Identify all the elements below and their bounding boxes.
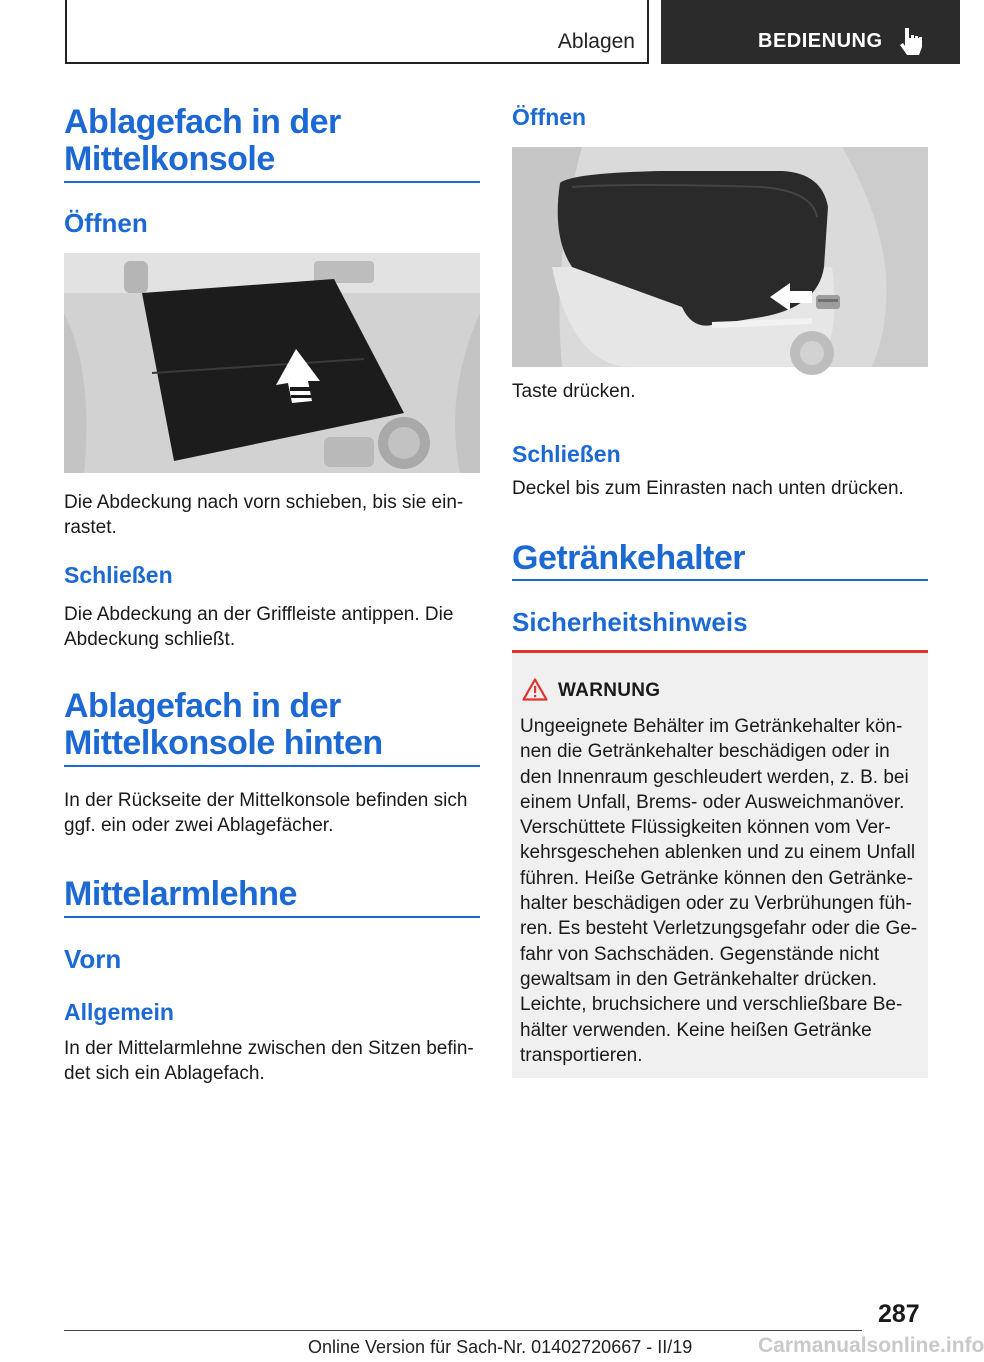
- heading-rule: [512, 579, 928, 581]
- open-instruction: Die Abdeckung nach vorn schieben, bis sie ein‐rastet.: [64, 492, 464, 538]
- footer-online-version: Online Version für Sach-Nr. 01402720667 - II/19: [308, 1337, 693, 1357]
- armrest-illustration: [512, 147, 928, 367]
- header-chapter-tab: [661, 0, 960, 64]
- subheading-front: Vorn: [64, 944, 122, 974]
- subheading-safety: Sicherheitshinweis: [512, 607, 748, 637]
- subheading-open: Öffnen: [64, 208, 148, 238]
- hand-pointer-icon: [897, 26, 923, 56]
- heading-ablagefach-mittelkonsole: Ablagefach in der Mittelkonsole: [64, 103, 341, 178]
- warning-triangle-icon: [522, 678, 548, 701]
- general-text: In der Mittelarmlehne zwischen den Sitzen befin‐det sich ein Ablagefach.: [64, 1038, 474, 1084]
- warning-text: Ungeeignete Behälter im Getränkehalter kön‐nen die Getränkehalter beschädigen oder in den Innenraum geschleudert werden, z. B. bei einem Unfall, Brems- oder Ausweichmanöver. Verschüttete Flüssigkeiten können vom Ver‐kehrsgeschehen ablenken und zu einem Unfall führen. Heiße Getränke können den Getränke‐halter beschädigen oder zu Verbrühungen füh‐ren. Es besteht Verletzungsgefahr oder die Ge‐fahr von Sachschäden. Gegenstände nicht gewaltsam in den Getränkehalter drücken. Leichte, bruchsichere und verschließbare Be‐hälter verwenden. Keine heißen Getränke transportieren.: [520, 716, 918, 1066]
- subheading-close-armrest: Schließen: [512, 441, 621, 467]
- page-number: 287: [878, 1300, 920, 1328]
- header-chapter-label: BEDIENUNG: [758, 30, 883, 52]
- heading-mittelarmlehne: Mittelarmlehne: [64, 875, 297, 913]
- subheading-open-armrest: Öffnen: [512, 104, 587, 130]
- close-instruction: Die Abdeckung an der Griffleiste antippen. Die Abdeckung schließt.: [64, 604, 454, 650]
- armrest-open-instruction: Taste drücken.: [512, 381, 636, 402]
- rear-storage-text: In der Rückseite der Mittelkonsole befinden sich ggf. ein oder zwei Ablagefächer.: [64, 790, 468, 836]
- subheading-close: Schließen: [64, 562, 173, 588]
- heading-rule: [64, 765, 480, 767]
- heading-ablagefach-hinten: Ablagefach in der Mittelkonsole hinten: [64, 687, 383, 762]
- header-section-title: Ablagen: [557, 30, 635, 53]
- heading-rule: [64, 181, 480, 183]
- armrest-close-instruction: Deckel bis zum Einrasten nach unten drücken.: [512, 478, 904, 499]
- footer-rule: [64, 1330, 862, 1331]
- warning-box: [512, 650, 928, 1078]
- console-illustration: [64, 253, 480, 473]
- heading-rule: [64, 916, 480, 918]
- warning-title: WARNUNG: [558, 680, 661, 701]
- watermark: Carmanualsonline.info: [758, 1334, 984, 1357]
- subheading-general: Allgemein: [64, 999, 174, 1025]
- heading-getraenkehalter: Getränkehalter: [512, 539, 745, 577]
